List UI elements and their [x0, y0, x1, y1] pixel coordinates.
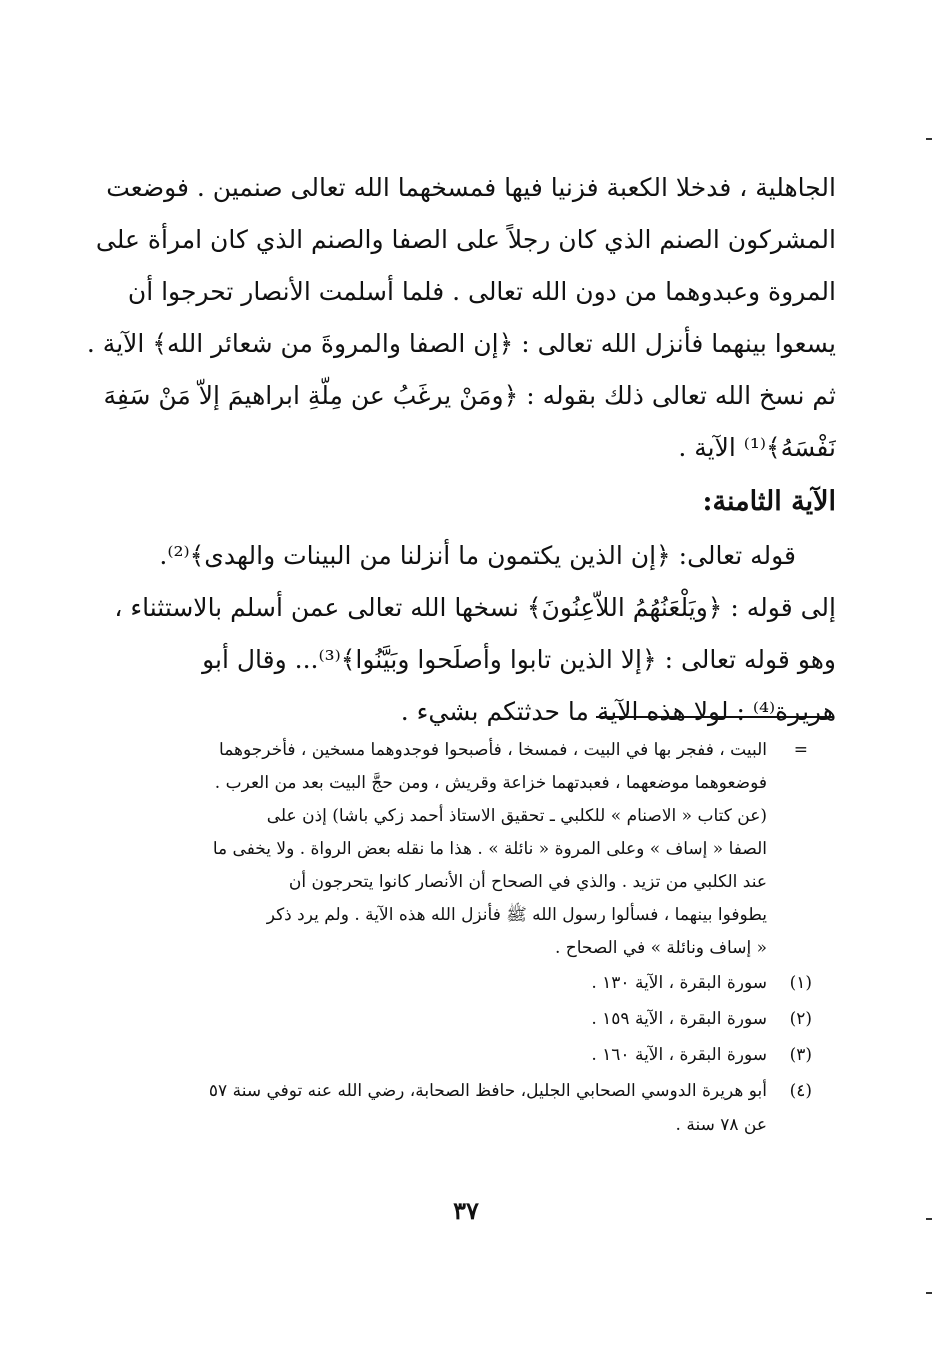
- footnote-continuation-line: يطوفوا بينهما ، فسألوا رسول الله ﷺ فأنزل الله هذه الآية . ولم يرد ذكر: [266, 905, 767, 925]
- main-text-line: نَفْسَهُ﴾⁽¹⁾ الآية .: [678, 433, 836, 462]
- main-text-line: ثم نسخ الله تعالى ذلك بقوله : ﴿ومَنْ يرغَبُ عن مِلّةِ ابراهيمَ إلاّ مَنْ سَفِهَ: [103, 381, 836, 410]
- main-text-line: الجاهلية ، فدخلا الكعبة فزنيا فيها فمسخهما الله تعالى صنمين . فوضعت: [106, 173, 836, 202]
- footnote-number: (٢): [789, 1009, 812, 1029]
- footnote-item: [112, 1037, 812, 1073]
- page-number: ٣٧: [453, 1196, 479, 1225]
- footnote-continuation-line: الصفا « إساف » وعلى المروة « نائلة » . هذا ما نقله بعض الرواة . ولا يخفى ما: [212, 839, 767, 859]
- footnote-continuation-line: « إساف ونائلة » في الصحاح .: [554, 938, 767, 958]
- section-heading: الآية الثامنة:: [702, 486, 836, 517]
- footnote-wrap-line: عن ٧٨ سنة .: [675, 1115, 767, 1135]
- scan-edge-mark: [926, 1218, 932, 1220]
- footnote-continuation-line: (عن كتاب « الاصنام » للكلبي ـ تحقيق الاستاذ أحمد زكي باشا) إذن على: [266, 806, 767, 826]
- footnote-item: [112, 965, 812, 1001]
- footnote-divider: [596, 716, 834, 718]
- footnote-text: سورة البقرة ، الآية ١٦٠ .: [591, 1045, 767, 1065]
- main-text-line: إلى قوله : ﴿ويَلْعَنُهُمُ اللاّعِنُونَ﴾ نسخها الله تعالى عمن أسلم بالاستثناء ،: [114, 593, 836, 622]
- footnote-text: سورة البقرة ، الآية ١٥٩ .: [591, 1009, 767, 1029]
- footnote-text: أبو هريرة الدوسي الصحابي الجليل، حافظ الصحابة، رضي الله عنه توفي سنة ٥٧: [208, 1081, 767, 1101]
- footnotes-block: [112, 734, 812, 1142]
- main-text-line: المشركون الصنم الذي كان رجلاً على الصفا والصنم الذي كان امرأة على: [95, 225, 836, 254]
- scan-edge-mark: [926, 1292, 932, 1294]
- footnote-continuation-line: [112, 734, 812, 767]
- footnote-continuation-line: فوضعوهما موضعهما ، فعبدتهما خزاعة وقريش ، ومن حجَّ البيت بعد من العرب .: [214, 773, 767, 793]
- continuation-marker: =: [793, 740, 808, 760]
- footnote-item: [112, 1073, 812, 1109]
- main-text-line: يسعوا بينهما فأنزل الله تعالى : ﴿إن الصفا والمروةَ من شعائر الله﴾ الآية .: [86, 329, 836, 358]
- footnote-continuation-line: عند الكلبي من تزيد . والذي في الصحاح أن الأنصار كانوا يتحرجون أن: [288, 872, 767, 892]
- main-text-line: المروة وعبدوهما من دون الله تعالى . فلما أسلمت الأنصار تحرجوا أن: [127, 277, 836, 306]
- footnote-number: (١): [789, 973, 812, 993]
- footnote-number: (٣): [789, 1045, 812, 1065]
- footnote-item: [112, 1001, 812, 1037]
- main-text-line: هريرة⁽⁴⁾ : لولا هذه الآية ما حدثتكم بشيء .: [400, 697, 836, 726]
- main-text-line: وهو قوله تعالى : ﴿إلا الذين تابوا وأصلَحوا وبَيَّنُوا﴾⁽³⁾... وقال أبو: [202, 645, 836, 674]
- footnote-text: البيت ، ففجر بها في البيت ، فمسخا ، فأصبحوا فوجدوهما مسخين ، فأخرجوهما: [219, 740, 767, 760]
- footnote-number: (٤): [789, 1081, 812, 1101]
- footnote-text: سورة البقرة ، الآية ١٣٠ .: [591, 973, 767, 993]
- main-text-block: [80, 162, 836, 738]
- main-text-line: قوله تعالى: ﴿إن الذين يكتمون ما أنزلنا من البينات والهدى﴾⁽²⁾.: [159, 541, 796, 570]
- scan-edge-mark: [926, 138, 932, 140]
